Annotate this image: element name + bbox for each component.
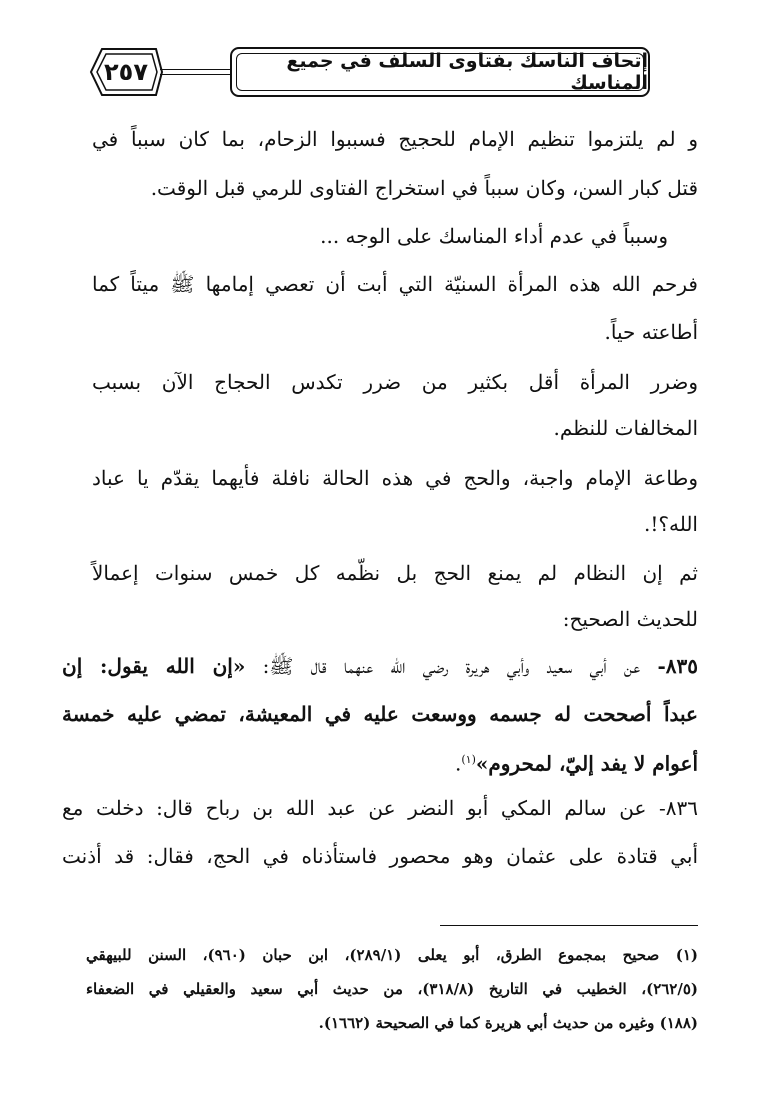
hadith-835-line-2: عبداً أصححت له جسمه ووسعت عليه في المعيشة، تمضي عليه خمسة [62,702,698,726]
body-line-5: أطاعته حياً. [604,320,698,344]
body-line-10: ثم إن النظام لم يمنع الحج بل نظّمه كل خمس سنوات إعمالاً [92,561,698,585]
body-line-4: فرحم الله هذه المرأة السنيّة التي أبت أن تعصي إمامها ﷺ ميتاً كما [92,272,698,296]
hadith-835-quote-end: أعوام لا يفد إليّ، لمحروم» [475,751,698,776]
body-line-9: الله؟!. [643,512,698,536]
hadith-835-number: ٨٣٥- [657,654,699,678]
body-line-6: وضرر المرأة أقل بكثير من ضرر تكدس الحجاج الآن بسبب [92,370,698,394]
hadith-835-intro: عن أبي سعيد وأبي هريرة رضي الله عنهما قال ﷺ: [262,654,641,678]
footnote-line-1: (١) صحيح بمجموع الطرق، أبو يعلى (٢٨٩/١)، ابن حبان (٩٦٠)، السنن للبيهقي [86,946,698,964]
footnote-line-2: (٢٦٢/٥)، الخطيب في التاريخ (٣١٨/٨)، من حديث أبي سعيد والعقيلي في الضعفاء [86,980,699,998]
footnote-separator [440,925,698,926]
header-connector [160,69,232,75]
hadith-836-line-2: أبي قتادة على عثمان وهو محصور فاستأذناه في الحج، فقال: قد أذنت [62,844,698,868]
footnote-ref-1: (١) [461,753,476,766]
page-number: ٢٥٧ [104,58,148,86]
body-line-2: قتل كبار السن، وكان سبباً في استخراج الفتاوى للرمي قبل الوقت. [150,176,698,200]
body-line-3: وسبباً في عدم أداء المناسك على الوجه ... [320,224,668,248]
hadith-835-line-3 [455,746,698,778]
hadith-835-quote-start: «إن الله يقول: إن [62,654,246,678]
body-line-1: و لم يلتزموا تنظيم الإمام للحجيج فسببوا الزحام، بما كان سبباً في [92,127,698,151]
hadith-836-line-1: ٨٣٦- عن سالم المكي أبو النضر عن عبد الله بن رباح قال: دخلت مع [62,796,698,820]
footnote-line-3: (١٨٨) وغيره من حديث أبي هريرة كما في الصحيحة (١٦٦٢). [318,1014,698,1032]
header-title-frame [230,47,650,97]
body-line-11: للحديث الصحيح: [562,607,698,631]
book-title: إتحاف الناسك بفتاوى السلف في جميع المناسك [286,50,648,94]
body-line-7: المخالفات للنظم. [553,416,698,440]
hadith-835-line-1 [62,652,698,680]
hadith-835-end: . [455,751,462,776]
body-line-8: وطاعة الإمام واجبة، والحج في هذه الحالة نافلة فأيهما يقدّم يا عباد [92,466,698,490]
